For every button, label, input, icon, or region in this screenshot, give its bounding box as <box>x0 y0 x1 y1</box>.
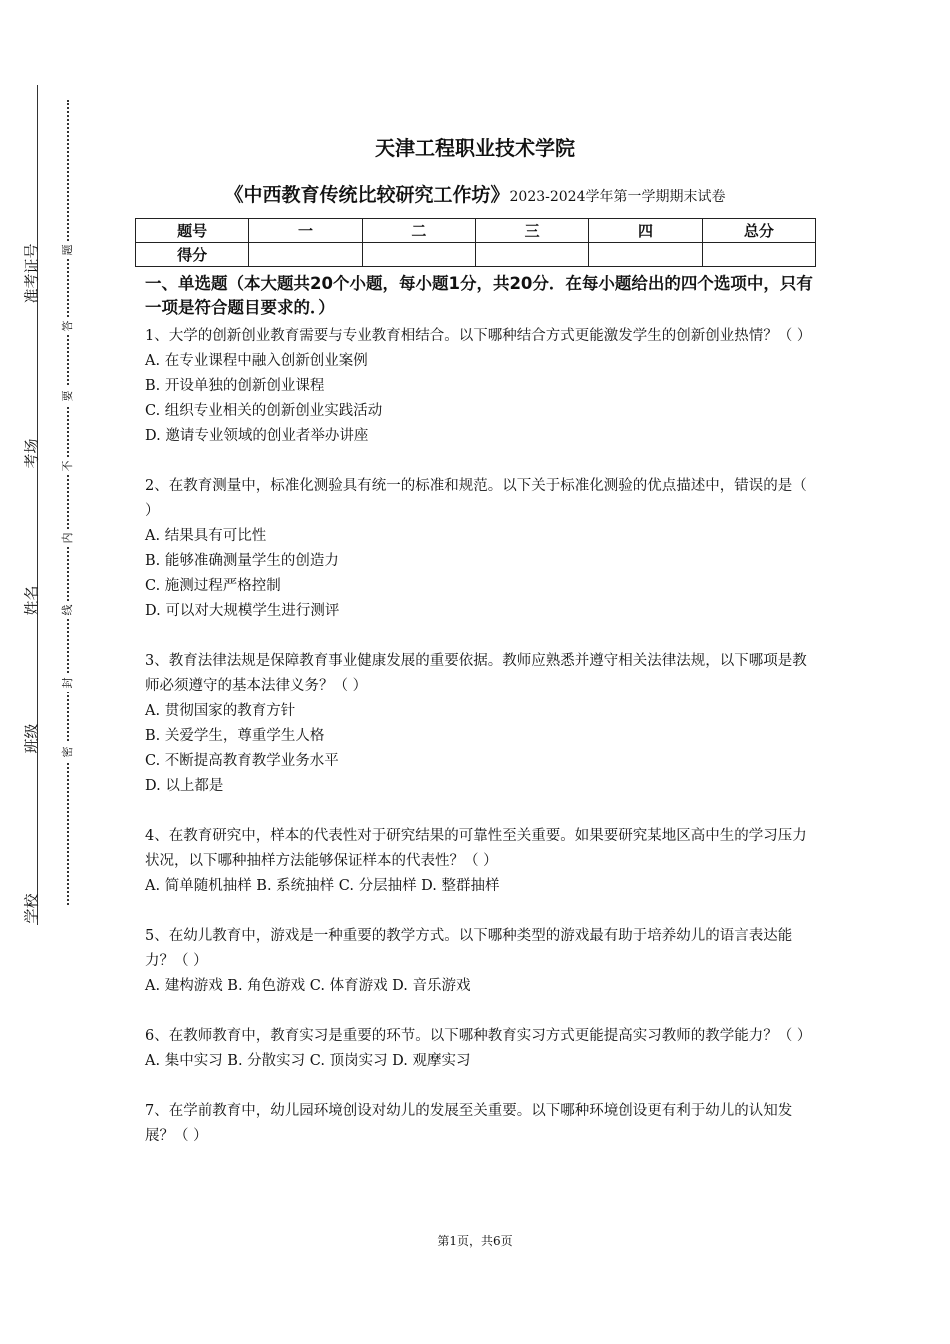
option-b[interactable]: B. 关爱学生，尊重学生人格 <box>145 728 325 744</box>
question-stem: 1、大学的创新创业教育需要与专业教育相结合。以下哪种结合方式更能激发学生的创新创业热情？（ ） <box>145 328 812 344</box>
term-label: 2023-2024学年第一学期期末试卷 <box>509 189 726 205</box>
exam-content <box>145 272 817 1149</box>
seal-char: 封 <box>59 674 75 692</box>
score-table-score-row <box>136 243 816 267</box>
seal-char: 要 <box>59 387 75 405</box>
option-b[interactable]: B. 开设单独的创新创业课程 <box>145 378 325 394</box>
seal-char: 内 <box>59 529 75 547</box>
question-7 <box>145 1099 817 1149</box>
option-a[interactable]: A. 贯彻国家的教育方针 <box>145 703 296 719</box>
option-d[interactable]: D. 可以对大规模学生进行测评 <box>145 603 340 619</box>
seal-dotted-line <box>67 100 69 905</box>
table-cell: 一 <box>249 219 362 243</box>
question-stem: 3、教育法律法规是保障教育事业健康发展的重要依据。教师应熟悉并遵守相关法律法规，以下哪项是教师必须遵守的基本法律义务？（ ） <box>145 653 807 694</box>
page-footer: 第1页，共6页 <box>437 1234 513 1248</box>
score-table-header-row <box>136 219 816 243</box>
option-b[interactable]: B. 能够准确测量学生的创造力 <box>145 553 339 569</box>
table-cell: 四 <box>589 219 702 243</box>
question-5 <box>145 924 817 999</box>
option-a[interactable]: A. 在专业课程中融入创新创业案例 <box>145 353 368 369</box>
school-title: 天津工程职业技术学院 <box>375 136 575 160</box>
seal-char: 密 <box>59 743 75 761</box>
options-line[interactable]: A. 建构游戏 B. 角色游戏 C. 体育游戏 D. 音乐游戏 <box>145 978 471 994</box>
margin-label-name: 姓名 <box>22 585 41 616</box>
question-6 <box>145 1024 817 1074</box>
option-c[interactable]: C. 施测过程严格控制 <box>145 578 281 594</box>
margin-label-class: 班级 <box>22 723 41 754</box>
margin-label-exam-room: 考场 <box>22 438 41 469</box>
question-2 <box>145 474 817 624</box>
question-3 <box>145 649 817 799</box>
question-4 <box>145 824 817 899</box>
option-c[interactable]: C. 组织专业相关的创新创业实践活动 <box>145 403 383 419</box>
seal-char: 线 <box>59 601 75 619</box>
seal-char: 不 <box>59 457 75 475</box>
option-d[interactable]: D. 邀请专业领域的创业者举办讲座 <box>145 428 369 444</box>
options-line[interactable]: A. 简单随机抽样 B. 系统抽样 C. 分层抽样 D. 整群抽样 <box>145 878 500 894</box>
seal-char: 题 <box>59 241 75 259</box>
option-c[interactable]: C. 不断提高教育教学业务水平 <box>145 753 339 769</box>
question-stem: 6、在教师教育中，教育实习是重要的环节。以下哪种教育实习方式更能提高实习教师的教学能力？（ ） <box>145 1028 812 1044</box>
table-cell: 二 <box>362 219 475 243</box>
option-a[interactable]: A. 结果具有可比性 <box>145 528 267 544</box>
binding-line <box>37 85 38 925</box>
margin-label-school: 学校 <box>22 893 41 924</box>
score-input-cell[interactable] <box>589 243 702 267</box>
seal-char: 答 <box>59 317 75 335</box>
option-d[interactable]: D. 以上都是 <box>145 778 224 794</box>
table-cell: 得分 <box>136 243 249 267</box>
margin-label-exam-number: 准考证号 <box>22 243 41 304</box>
table-cell: 题号 <box>136 219 249 243</box>
score-input-cell[interactable] <box>249 243 362 267</box>
score-input-cell[interactable] <box>362 243 475 267</box>
score-input-cell[interactable] <box>475 243 588 267</box>
question-stem: 2、在教育测量中，标准化测验具有统一的标准和规范。以下关于标准化测验的优点描述中，错误的是（ ） <box>145 478 807 519</box>
question-stem: 4、在教育研究中，样本的代表性对于研究结果的可靠性至关重要。如果要研究某地区高中生的学习压力状况，以下哪种抽样方法能够保证样本的代表性？（ ） <box>145 828 807 869</box>
question-stem: 5、在幼儿教育中，游戏是一种重要的教学方式。以下哪种类型的游戏最有助于培养幼儿的语言表达能力？（ ） <box>145 928 793 969</box>
table-cell: 总分 <box>702 219 815 243</box>
exam-title <box>0 180 950 207</box>
question-1 <box>145 324 817 449</box>
section-heading: 一、单选题（本大题共20个小题，每小题1分，共20分．在每小题给出的四个选项中，只有一项是符合题目要求的．） <box>145 274 813 317</box>
question-stem: 7、在学前教育中，幼儿园环境创设对幼儿的发展至关重要。以下哪种环境创设更有利于幼儿的认知发展？（ ） <box>145 1103 793 1144</box>
table-cell: 三 <box>475 219 588 243</box>
score-input-cell[interactable] <box>702 243 815 267</box>
options-line[interactable]: A. 集中实习 B. 分散实习 C. 顶岗实习 D. 观摩实习 <box>145 1053 471 1069</box>
score-table <box>135 218 816 267</box>
course-name: 《中西教育传统比较研究工作坊》 <box>224 184 510 206</box>
